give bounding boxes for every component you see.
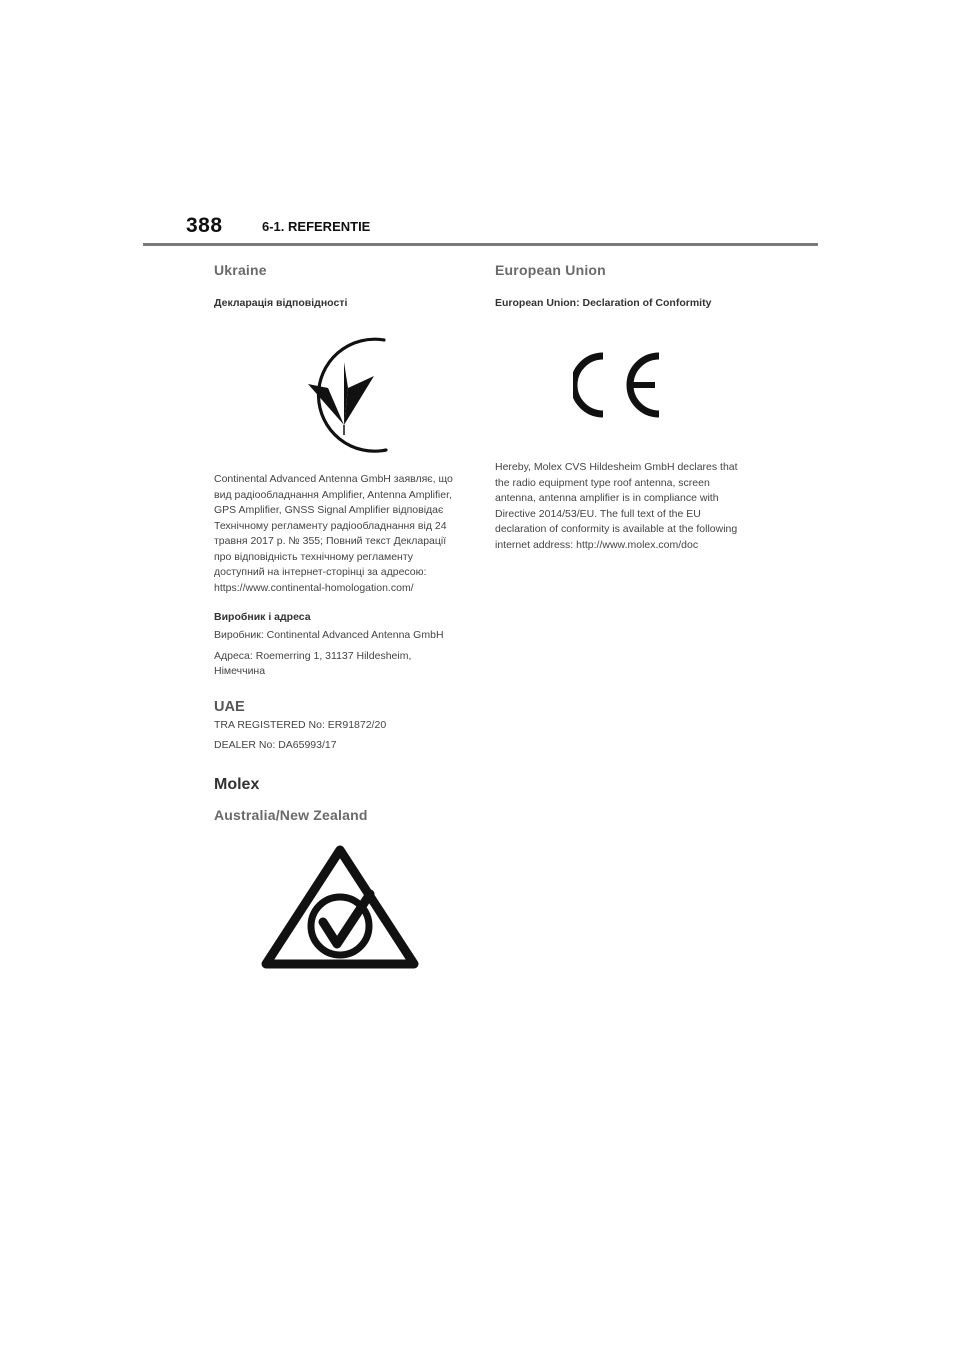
ce-mark-icon xyxy=(573,350,673,420)
address-text: Адреса: Roemerring 1, 31137 Hildesheim, Німеччина xyxy=(214,649,412,677)
uae-heading: UAE xyxy=(214,698,245,715)
eu-heading: European Union xyxy=(495,262,606,278)
left-column xyxy=(214,262,464,976)
section-title: 6-1. REFERENTIE xyxy=(262,219,371,234)
dealer-number-text: DEALER No: DA65993/17 xyxy=(214,739,337,751)
right-column xyxy=(495,262,760,553)
eu-declaration-text: Hereby, Molex CVS Hildesheim GmbH declares that the radio equipment type roof antenna, screen antenna, antenna amplifier is in compliance with Directive 2014/53/EU. The full text of the EU declaration of conformity is available at the following internet address: http://www.molex.com/doc xyxy=(495,461,738,551)
australia-new-zealand-heading: Australia/New Zealand xyxy=(214,806,368,823)
ukraine-heading: Ukraine xyxy=(214,262,267,278)
manufacturer-heading: Виробник і адреса xyxy=(214,611,311,623)
header-rule xyxy=(143,243,818,246)
ukraine-conformity-mark-icon xyxy=(276,332,396,456)
ukraine-declaration-text: Continental Advanced Antenna GmbH заявляє, що вид радіообладнання Amplifier, Antenna Amplifier, GPS Amplifier, GNSS Signal Amplifier відповідає Технічному регламенту радіообладнання від 24 травня 2017 р. № 355; Повний текст Декларації про відповідність технічному регламенту доступний на інтернет-сторінці за адресою: https://www.continental-homologation.com/ xyxy=(214,473,453,594)
rcm-compliance-mark-icon xyxy=(258,842,422,976)
page-number: 388 xyxy=(186,214,223,237)
tra-registration-text: TRA REGISTERED No: ER91872/20 xyxy=(214,718,387,731)
eu-declaration-subheading: European Union: Declaration of Conformity xyxy=(495,297,712,309)
manufacturer-text: Виробник: Continental Advanced Antenna GmbH xyxy=(214,629,444,641)
ukraine-declaration-subheading: Декларація відповідності xyxy=(214,297,348,309)
molex-heading: Molex xyxy=(214,775,260,793)
